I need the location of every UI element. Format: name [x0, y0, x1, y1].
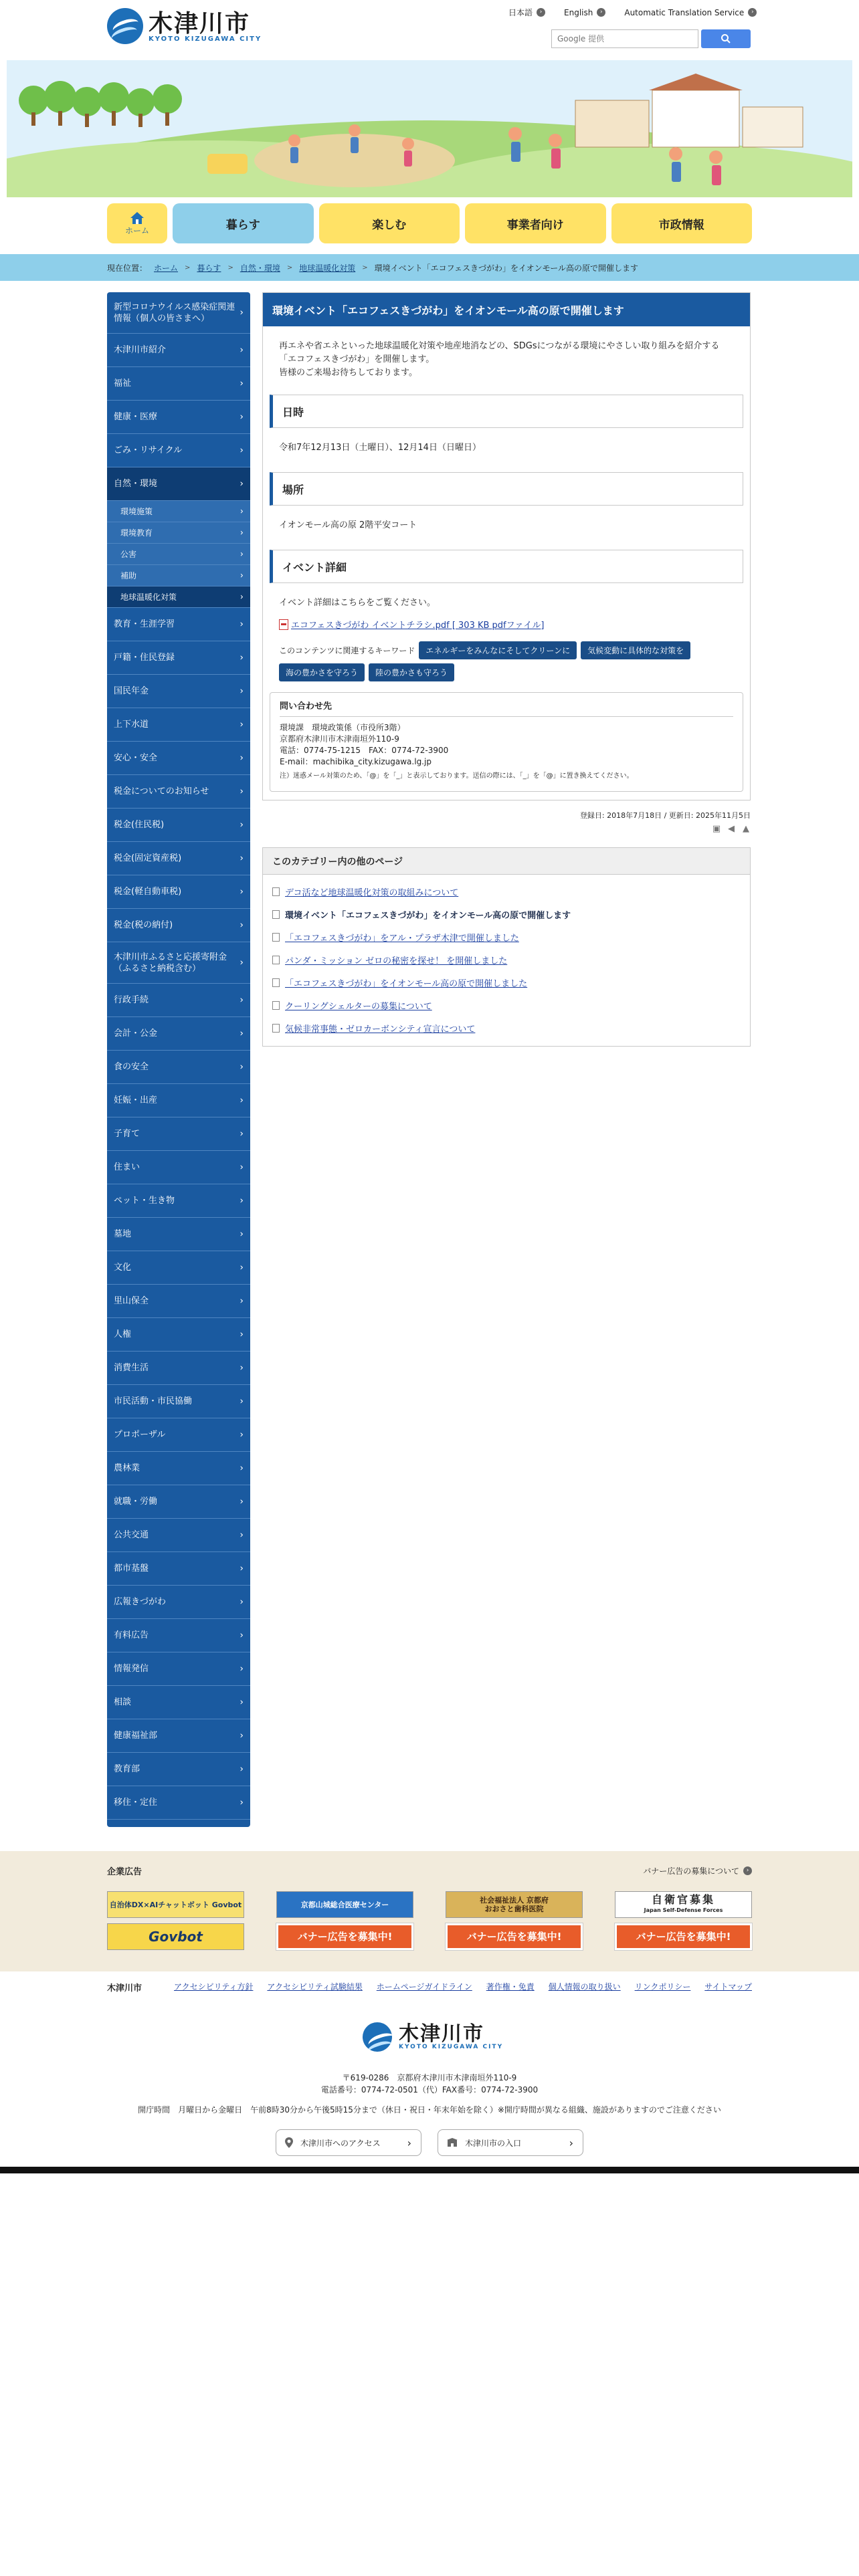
footer-link[interactable]: サイトマップ: [704, 1982, 752, 1992]
entrance-button[interactable]: 木津川市の入口 ›: [438, 2129, 583, 2156]
sidebar-item-pregnancy[interactable]: 妊娠・出産 ›: [107, 1084, 250, 1117]
main-content: [262, 292, 751, 1047]
sidebar-item-housing[interactable]: 住まい ›: [107, 1151, 250, 1184]
list-item: [272, 948, 741, 971]
arrow-circle-icon: ›: [743, 1866, 752, 1875]
breadcrumb-warming[interactable]: 地球温暖化対策: [299, 263, 356, 273]
footer-link[interactable]: アクセシビリティ試験結果: [267, 1982, 363, 1992]
page-title: 環境イベント「エコフェスきづがわ」をイオンモール高の原で開催します: [263, 293, 750, 326]
search-input[interactable]: [551, 29, 698, 48]
contact-address: 京都府木津川市木津南垣外110-9: [280, 734, 399, 744]
sidebar-item-food[interactable]: 食の安全 ›: [107, 1051, 250, 1084]
section-heading-date: 日時: [270, 395, 743, 428]
header: [0, 0, 859, 60]
keywords-label: このコンテンツに関連するキーワード: [279, 646, 415, 655]
ad-banner[interactable]: バナー広告を募集中!: [446, 1923, 583, 1950]
footer-bottom-bar: [0, 2167, 859, 2173]
arrow-circle-icon: ›: [597, 8, 605, 17]
sidebar-item-furusato[interactable]: 木津川市ふるさと応援寄附金（ふるさと納税含む） ›: [107, 942, 250, 984]
breadcrumb-separator-icon: >: [286, 263, 293, 272]
sidebar-subitem-pollution[interactable]: 公害 ›: [107, 544, 250, 565]
date-text: 令和7年12月13日（土曜日）、12月14日（日曜日）: [279, 443, 481, 453]
place-text: イオンモール高の原 2階平安コート: [279, 520, 417, 530]
footer-link[interactable]: 個人情報の取り扱い: [548, 1982, 621, 1992]
banner-recruit-info-link[interactable]: バナー広告の募集について ›: [643, 1864, 752, 1877]
sidebar-item-health[interactable]: 健康・医療 ›: [107, 401, 250, 434]
search-icon: [721, 33, 731, 44]
list-item: [272, 926, 741, 948]
map-pin-icon: [284, 2137, 294, 2149]
nav-home[interactable]: ホーム: [107, 203, 167, 243]
sidebar-item-infrastructure[interactable]: 都市基盤 ›: [107, 1552, 250, 1586]
sidebar-item-employment[interactable]: 就職・労働 ›: [107, 1485, 250, 1519]
breadcrumb-separator-icon: >: [185, 263, 191, 272]
sidebar-item-education-dept[interactable]: 教育部 ›: [107, 1753, 250, 1786]
page-icon: [272, 978, 280, 987]
banner-area-title: 企業広告: [107, 1867, 142, 1877]
sidebar-item-pension[interactable]: 国民年金 ›: [107, 675, 250, 708]
contact-note: 注）迷惑メール対策のため、「@」を「_」と表示しております。送信の際には、「_」を「@」に置き換えてください。: [280, 772, 634, 780]
search-button[interactable]: [701, 29, 751, 48]
contact-title: 問い合わせ先: [280, 701, 733, 717]
section-heading-detail: イベント詳細: [270, 550, 743, 583]
sidebar-subitem-policy[interactable]: 環境施策 ›: [107, 501, 250, 522]
sidebar-item-accounting[interactable]: 会計・公金 ›: [107, 1017, 250, 1051]
city-emblem-icon: [107, 8, 143, 44]
category-other-pages: [262, 847, 751, 1047]
list-item: [272, 971, 741, 994]
sidebar-item-city-intro[interactable]: 木津川市紹介 ›: [107, 334, 250, 367]
other-page-link[interactable]: 「エコフェスきづがわ」をイオンモール高の原で開催しました: [285, 978, 528, 989]
breadcrumb-separator-icon: >: [227, 263, 233, 272]
ad-banner[interactable]: Govbot: [107, 1923, 244, 1950]
other-page-link[interactable]: 気候非常事態・ゼロカーボンシティ宣言について: [285, 1024, 476, 1035]
sidebar-subitem-subsidy[interactable]: 補助 ›: [107, 565, 250, 586]
footer-hours: 開庁時間 月曜日から金曜日 午前8時30分から午後5時15分まで（休日・祝日・年末年始を除く）※開庁時間が異なる組織、施設がありますのでご注意ください: [138, 2105, 721, 2115]
sidebar-item-covid[interactable]: 新型コロナウイルス感染症関連情報（個人の皆さまへ） ›: [107, 292, 250, 334]
page-icon: [272, 887, 280, 896]
sidebar-item-tax-resident[interactable]: 税金(住民税) ›: [107, 809, 250, 842]
sidebar-subitem-warming[interactable]: 地球温暖化対策 ›: [107, 586, 250, 608]
arrow-circle-icon: ›: [748, 8, 757, 17]
lang-english-link[interactable]: English ›: [564, 7, 605, 18]
logo-subtext: KYOTO KIZUGAWA CITY: [149, 35, 262, 43]
ad-banner[interactable]: 社会福祉法人 京都府 おおさと歯科医院: [446, 1891, 583, 1918]
sidebar-nav: [107, 292, 250, 1827]
ad-banner-area: [0, 1851, 859, 1971]
other-page-link[interactable]: 「エコフェスきづがわ」をアル・プラザ木津で開催しました: [285, 933, 519, 944]
contact-dept: 環境課 環境政策係（市役所3階）: [280, 723, 405, 732]
footer-link[interactable]: リンクポリシー: [634, 1982, 691, 1992]
contact-phone: 電話：0774-75-1215 FAX：0774-72-3900: [280, 746, 449, 755]
site-logo[interactable]: [107, 8, 262, 44]
breadcrumb-nature[interactable]: 自然・環境: [240, 263, 280, 273]
print-icon[interactable]: ▣: [712, 824, 721, 834]
breadcrumb-home[interactable]: ホーム: [154, 263, 179, 273]
sidebar-item-culture[interactable]: 文化 ›: [107, 1251, 250, 1285]
sidebar-item-ads[interactable]: 有料広告 ›: [107, 1619, 250, 1652]
sidebar-item-tax-payment[interactable]: 税金(税の納付) ›: [107, 909, 250, 942]
sidebar-item-welfare[interactable]: 福祉 ›: [107, 367, 250, 401]
sidebar-item-procedures[interactable]: 行政手続 ›: [107, 984, 250, 1017]
site-search: [551, 29, 751, 48]
contact-email: E-mail：machibika_city.kizugawa.lg.jp: [280, 757, 432, 766]
sidebar-item-satoyama[interactable]: 里山保全 ›: [107, 1285, 250, 1318]
arrow-circle-icon: ›: [537, 8, 545, 17]
sidebar-item-info[interactable]: 情報発信 ›: [107, 1652, 250, 1686]
footer-logo: 木津川市 KYOTO KIZUGAWA CITY: [363, 2022, 503, 2052]
related-keywords: [270, 637, 743, 685]
section-heading-place: 場所: [270, 472, 743, 506]
breadcrumb-separator-icon: >: [362, 263, 368, 272]
detail-text: イベント詳細はこちらをご覧ください。: [279, 598, 436, 608]
sidebar-subitem-education[interactable]: 環境教育 ›: [107, 522, 250, 544]
page-icon: [272, 910, 280, 919]
keyword-tag[interactable]: 陸の豊かさも守ろう: [369, 663, 454, 681]
breadcrumb: [0, 254, 859, 281]
page-tools: [262, 825, 751, 847]
sidebar-item-tax-notice[interactable]: 税金についてのお知らせ ›: [107, 775, 250, 809]
sidebar-item-transport[interactable]: 公共交通 ›: [107, 1519, 250, 1552]
footer-link[interactable]: アクセシビリティ方針: [174, 1982, 254, 1992]
nav-tab-enjoy[interactable]: 楽しむ: [319, 203, 460, 243]
sidebar-item-cemetery[interactable]: 墓地 ›: [107, 1218, 250, 1251]
page-dates: 登録日: 2018年7月18日 / 更新日: 2025年11月5日: [579, 811, 751, 820]
sidebar-item-tax-property[interactable]: 税金(固定資産税) ›: [107, 842, 250, 875]
contact-box: [270, 692, 743, 792]
home-icon: [130, 211, 145, 225]
pdf-download-link[interactable]: エコフェスきづがわ イベントチラシ.pdf [ 303 KB pdfファイル]: [270, 614, 743, 637]
ad-banner[interactable]: 自治体DX×AIチャットボット Govbot: [107, 1891, 244, 1918]
sidebar-item-tax-vehicle[interactable]: 税金(軽自動車税) ›: [107, 875, 250, 909]
ad-banner[interactable]: バナー広告を募集中!: [615, 1923, 752, 1950]
sidebar-item-registry[interactable]: 戸籍・住民登録 ›: [107, 641, 250, 675]
sidebar-item-proposal[interactable]: プロポーザル ›: [107, 1418, 250, 1452]
sidebar-item-pets[interactable]: ペット・生き物 ›: [107, 1184, 250, 1218]
page-top-icon[interactable]: ▲: [743, 824, 749, 834]
sidebar-item-consumer[interactable]: 消費生活 ›: [107, 1352, 250, 1385]
sidebar-item-safety[interactable]: 安心・安全 ›: [107, 742, 250, 775]
list-item: [272, 880, 741, 903]
keyword-tag[interactable]: 海の豊かさを守ろう: [279, 663, 365, 681]
utility-links: [508, 7, 757, 18]
breadcrumb-prefix: 現在位置：: [107, 263, 148, 273]
list-item: [272, 1016, 741, 1039]
sidebar-item-pr[interactable]: 広報きづがわ ›: [107, 1586, 250, 1619]
page-icon: [272, 956, 280, 964]
footer-link[interactable]: 著作権・免責: [486, 1982, 535, 1992]
sidebar-item-civic[interactable]: 市民活動・市民協働 ›: [107, 1385, 250, 1418]
other-page-link[interactable]: クーリングシェルターの募集について: [285, 1001, 432, 1012]
sidebar-item-water[interactable]: 上下水道 ›: [107, 708, 250, 742]
footer-city-name: 木津川市: [107, 1983, 142, 1994]
sidebar-item-garbage[interactable]: ごみ・リサイクル ›: [107, 434, 250, 467]
auto-translation-link[interactable]: Automatic Translation Service ›: [624, 7, 757, 18]
sidebar-item-childcare[interactable]: 子育て ›: [107, 1117, 250, 1151]
other-page-link[interactable]: デコ活など地球温暖化対策の取組みについて: [285, 887, 459, 898]
other-page-link[interactable]: パンダ・ミッション ゼロの秘密を探せ！ を開催しました: [285, 956, 508, 966]
footer-links: [107, 1977, 752, 2004]
keyword-tag[interactable]: エネルギーをみんなにそしてクリーンに: [419, 641, 577, 659]
page-icon: [272, 933, 280, 942]
footer-buttons: [276, 2129, 583, 2156]
nav-tab-living[interactable]: 暮らす: [173, 203, 314, 243]
pdf-icon: [279, 619, 288, 630]
sidebar-item-human-rights[interactable]: 人権 ›: [107, 1318, 250, 1352]
sidebar-item-nature[interactable]: 自然・環境 ›: [107, 467, 250, 501]
others-title: このカテゴリー内の他のページ: [263, 848, 750, 875]
logo-text: 木津川市: [149, 9, 251, 37]
ad-banner[interactable]: 自衛官募集 Japan Self-Defense Forces: [615, 1891, 752, 1918]
list-item: [272, 903, 741, 926]
access-button[interactable]: 木津川市へのアクセス ›: [276, 2129, 421, 2156]
breadcrumb-current: 環境イベント「エコフェスきづがわ」をイオンモール高の原で開催します: [374, 263, 638, 273]
breadcrumb-living[interactable]: 暮らす: [197, 263, 221, 273]
other-page-current: 環境イベント「エコフェスきづがわ」をイオンモール高の原で開催します: [285, 910, 571, 921]
page-icon: [272, 1001, 280, 1010]
sidebar-item-consultation[interactable]: 相談 ›: [107, 1686, 250, 1719]
city-emblem-icon: [363, 2022, 392, 2052]
article: [262, 292, 751, 800]
nav-tab-business[interactable]: 事業者向け: [465, 203, 606, 243]
sidebar-item-education[interactable]: 教育・生涯学習 ›: [107, 608, 250, 641]
sidebar-item-agriculture[interactable]: 農林業 ›: [107, 1452, 250, 1485]
footer-address: 〒619-0286 京都府木津川市木津南垣外110-9 電話番号：0774-72-0501（代）FAX番号：0774-72-3900: [320, 2073, 539, 2095]
building-icon: [446, 2138, 458, 2147]
intro-text: 再エネや省エネといった地球温暖化対策や地産地消などの、SDGsにつながる環境にやさしい取り組みを紹介する「エコフェスきづがわ」を開催します。 皆様のご来場お待ちしております。: [279, 341, 720, 378]
global-nav: [107, 203, 752, 243]
page-icon: [272, 1024, 280, 1033]
hero-illustration: [7, 60, 852, 197]
back-icon[interactable]: ◀: [728, 824, 735, 834]
lang-japanese-link[interactable]: 日本語 ›: [508, 7, 545, 18]
footer-link[interactable]: ホームページガイドライン: [376, 1982, 472, 1992]
ad-banner[interactable]: バナー広告を募集中!: [276, 1923, 413, 1950]
list-item: [272, 994, 741, 1016]
ad-banner[interactable]: 京都山城総合医療センター: [276, 1891, 413, 1918]
sidebar-item-health-dept[interactable]: 健康福祉部 ›: [107, 1719, 250, 1753]
nav-tab-city-info[interactable]: 市政情報: [611, 203, 753, 243]
sidebar-item-relocation[interactable]: 移住・定住 ›: [107, 1786, 250, 1820]
keyword-tag[interactable]: 気候変動に具体的な対策を: [581, 641, 690, 659]
